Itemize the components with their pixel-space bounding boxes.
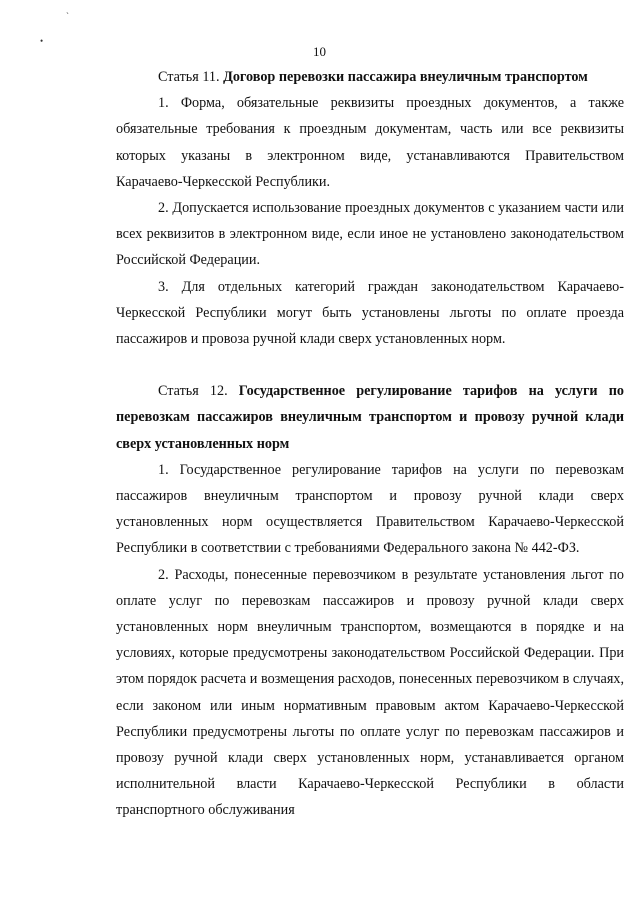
article-12-heading [116,378,624,457]
document-body [116,64,624,824]
article-11-heading [116,64,624,90]
article-11-paragraph-2: 2. Допускается использование проездных документов с указанием части или всех реквизитов в электронном виде, если иное не установлено законодательством Российской Федерации. [116,200,624,269]
article-12-paragraph-2: 2. Расходы, понесенные перевозчиком в результате установления льгот по оплате услуг по перевозкам пассажиров и провозу ручной клади сверх установленных норм внеуличным транспортом, возмещаются в порядке и на условиях, которые предусмотрены законодательством Российской Федерации. При этом порядок расчета и возмещения расходов, понесенных перевозчиком в случаях, если законом или иным нормативным правовым актом Карачаево-Черкесской Республики предусмотрены льготы по оплате услуг по перевозкам пассажиров и провозу ручной клади сверх установленных норм, устанавливается органом исполнительной власти Карачаево-Черкесской Республики в области транспортного обслуживания [116,566,624,819]
article-12-paragraph-1: 1. Государственное регулирование тарифов на услуги по перевозкам пассажиров внеуличным транспортом и провозу ручной клади сверх установленных норм осуществляется Правительством Карачаево-Черкесской Республики в соответствии с требованиями Федерального закона № 442-ФЗ. [116,461,624,557]
article-11-title: Договор перевозки пассажира внеуличным транспортом [223,69,588,85]
article-12-prefix: Статья 12. [158,383,228,400]
article-12-title: Государственное регулирование тарифов на услуги по перевозкам пассажиров внеуличным транспортом и провозу ручной клади сверх установленных норм [116,383,625,452]
article-11-paragraph-3: 3. Для отдельных категорий граждан законодательством Карачаево-Черкесской Республики могут быть установлены льготы по оплате проезда пассажиров и провоза ручной клади сверх установленных норм. [116,278,624,348]
scan-speck: ˏ [66,4,69,14]
section-gap [116,352,624,378]
article-11-prefix: Статья 11. [158,69,220,85]
page-number: 10 [313,44,326,59]
article-11-paragraph-1: 1. Форма, обязательные реквизиты проездных документов, а также обязательные требования к проездным документам, часть или все реквизиты которых указаны в электронном виде, устанавливаются Правительством Карачаево-Черкесской Республики. [116,95,624,190]
scan-speck: • [40,36,44,46]
